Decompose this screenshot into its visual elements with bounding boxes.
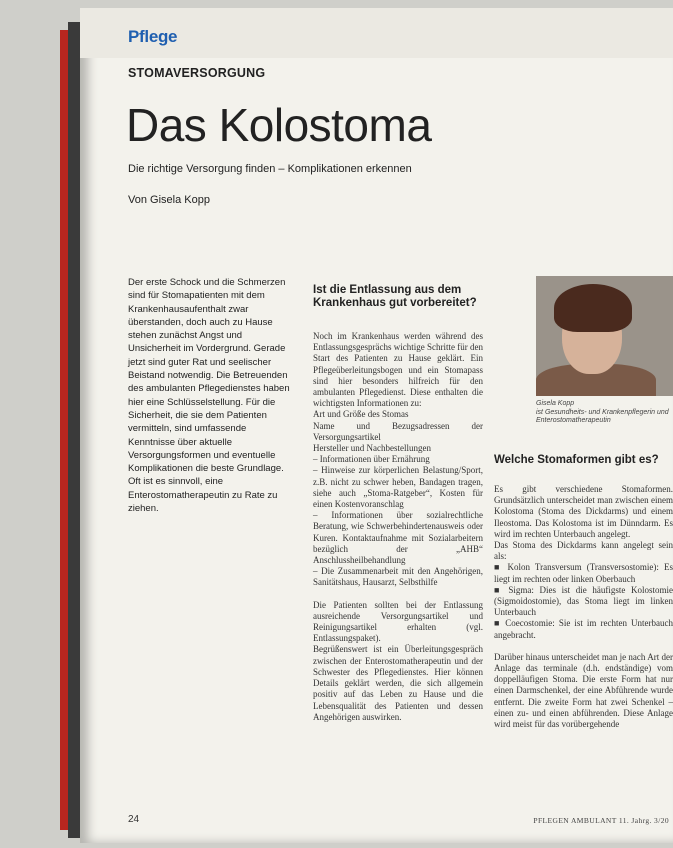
section-heading-discharge: Ist die Entlassung aus dem Krankenhaus gut vorbereitet?	[313, 284, 477, 309]
photo-caption	[536, 400, 673, 426]
bullet-item: ■ Coecostomie: Sie ist im rechten Unterbauch angebracht.	[494, 618, 673, 640]
body-paragraph: Das Stoma des Dickdarms kann angelegt sein als:	[494, 540, 673, 562]
article-title: Das Kolostoma	[126, 99, 432, 151]
author-photo	[536, 276, 673, 396]
caption-description: ist Gesundheits- und Krankenpflegerin und Enterostomatherapeutin	[536, 408, 669, 424]
list-item: – Hinweise zur körperlichen Belastung/Sport, z.B. nicht zu schwer heben, Bandagen tragen, siehe auch „Stoma-Ratgeber“, Kosten für einen Kostenvoranschlag	[313, 465, 483, 510]
column-stoma-forms	[494, 484, 673, 730]
list-item: – Informationen über Ernährung	[313, 454, 430, 465]
body-paragraph: Es gibt verschiedene Stomaformen. Grundsätzlich unterscheidet man zwischen einem Kolostoma (Stoma des Dickdarms) und einem Ileostoma. Das Kolostoma ist im Dünndarm. Es wird im rechten Unterbauch angelegt.	[494, 484, 673, 539]
bullet-item: ■ Kolon Transversum (Transversostomie): Es liegt im rechten oder linken Oberbauch	[494, 562, 673, 584]
list-item: Art und Größe des Stomas	[313, 409, 409, 420]
section-heading-stoma-forms: Welche Stomaformen gibt es?	[494, 454, 659, 466]
list-item: – Die Zusammenarbeit mit den Angehörigen, Sanitätshaus, Hausarzt, Selbsthilfe	[313, 566, 483, 588]
list-item: Name und Bezugsadressen der Versorgungsartikel	[313, 420, 483, 442]
column-discharge	[313, 331, 483, 723]
body-paragraph: Die Patienten sollten bei der Entlassung ausreichende Versorgungsartikel und Reinigungsartikel erhalten (vgl. Entlassungspaket).	[313, 599, 483, 644]
list-item: Hersteller und Nachbestellungen	[313, 443, 431, 454]
caption-name: Gisela Kopp	[536, 400, 575, 407]
body-paragraph: Noch im Krankenhaus werden während des Entlassungsgesprächs wichtige Schritte für den Start des Patienten zu Hause geklärt. Ein Pflegeüberleitungsbogen und ein Stomapass sind hier besonders hilfreich für den ambulanten Pflegedienst. Diese enthalten die wichtigsten Informationen zu:	[313, 331, 483, 409]
article-kicker: STOMAVERSORGUNG	[128, 66, 266, 80]
article-byline: Von Gisela Kopp	[128, 194, 210, 206]
magazine-spine-red	[60, 30, 68, 830]
page-number: 24	[128, 814, 140, 825]
section-label: Pflege	[128, 27, 178, 46]
intro-paragraph: Der erste Schock und die Schmerzen sind für Stomapatienten mit dem Krankenhausaufenthalt zwar überstanden, doch auch zu Hause stehen zunächst Angst und Unsicherheit im Vordergrund. Gerade jetzt sind guter Rat und seelischer Beistand notwendig. Die Betreuenden des ambulanten Pflegedienstes haben hier eine Schlüsselstellung. Für die Sicherheit, die sie dem Patienten vermitteln, sind umfassende Kenntnisse über aktuelle Versorgungsformen und eventuelle Komplikationen die beste Grundlage. Oft ist es sinnvoll, eine Enterostomatherapeutin zu Rate zu ziehen.	[128, 277, 290, 515]
list-item: – Informationen über sozialrechtliche Beratung, wie Schwerbehindertenausweis oder Kuren. Kontaktaufnahme mit Sozialarbeitern bezüglich der „AHB“ Anschlussheilbehandlung	[313, 510, 483, 566]
article-subtitle: Die richtige Versorgung finden – Komplikationen erkennen	[128, 163, 412, 175]
body-paragraph: Begrüßenswert ist ein Überleitungsgespräch zwischen der Enterostomatherapeutin und der Schwester des Pflegedienstes. Hier können Details geklärt werden, die sich allgemein positiv auf das Leben zu Hause und die Lebensqualität des Patienten und dessen Angehörigen auswirken.	[313, 644, 483, 722]
magazine-page	[80, 8, 673, 843]
bullet-item: ■ Sigma: Dies ist die häufigste Kolostomie (Sigmoidostomie), das Stoma liegt im linken Unterbauch	[494, 584, 673, 618]
info-list	[313, 409, 483, 588]
body-paragraph: Darüber hinaus unterscheidet man je nach Art der Anlage das terminale (d.h. endständige) vom doppelläufigen Stoma. Die erste Form hat nur einen Darmschenkel, der eine Abführende wurde entfernt. Die zweite Form hat zwei Schenkel – einen zu- und einen abführenden. Diese Anlage wird meist für das vorübergehende	[494, 651, 673, 730]
journal-footer: PFLEGEN AMBULANT 11. Jahrg. 3/20	[533, 816, 669, 825]
